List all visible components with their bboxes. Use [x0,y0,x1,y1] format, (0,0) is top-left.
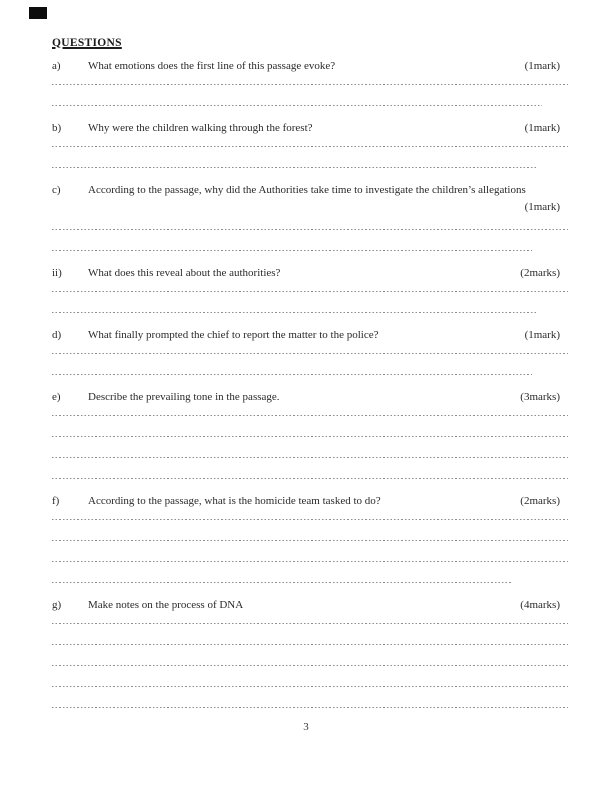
question-letter: f) [52,495,60,507]
question-block [52,267,568,313]
answer-line [52,280,568,292]
answer-line [52,612,568,624]
question-letter: d) [52,329,62,341]
question-text: What does this reveal about the authorities? [88,267,281,279]
question-row [52,122,568,135]
answer-line [52,666,568,687]
answer-line [52,404,568,416]
question-row [52,391,568,404]
answer-line [52,147,537,168]
answer-line [52,416,568,437]
corner-scan-mark [29,7,47,19]
question-text: Why were the children walking through the forest? [88,122,313,134]
question-text: According to the passage, why did the Authorities take time to investigate the children’s allegations [88,184,526,196]
answer-line [52,520,568,541]
question-letter: g) [52,599,62,611]
question-marks: (2marks) [520,495,560,507]
question-marks: (4marks) [520,599,560,611]
answer-line [52,645,568,666]
answer-line [52,230,532,251]
answer-lines [52,218,568,251]
question-marks: (1mark) [524,122,560,134]
answer-line [52,687,568,708]
answer-lines [52,404,568,479]
question-letter: e) [52,391,61,403]
question-marks: (1mark) [524,329,560,341]
answer-line [52,73,568,85]
question-block [52,60,568,106]
question-block [52,599,568,708]
answer-line [52,508,568,520]
question-list [52,60,568,708]
question-row [52,495,568,508]
question-block [52,495,568,583]
answer-lines [52,342,568,375]
page-number: 3 [303,721,309,733]
answer-line [52,135,568,147]
answer-lines [52,73,568,106]
question-block [52,329,568,375]
question-block [52,122,568,168]
question-letter: b) [52,122,62,134]
question-marks: (3marks) [520,391,560,403]
question-letter: c) [52,184,61,196]
question-text: What emotions does the first line of this passage evoke? [88,60,336,72]
answer-line [52,458,568,479]
question-row [52,184,568,197]
answer-line [52,292,537,313]
answer-line [52,541,568,562]
question-text: Describe the prevailing tone in the passage. [88,391,280,403]
question-block [52,184,568,251]
question-row [52,60,568,73]
answer-lines [52,135,568,168]
answer-lines [52,612,568,708]
answer-line [52,354,532,375]
answer-line [52,342,568,354]
question-marks: (1mark) [524,60,560,72]
answer-line [52,562,511,583]
question-text: According to the passage, what is the homicide team tasked to do? [88,495,381,507]
question-row [52,599,568,612]
answer-line [52,624,568,645]
answer-lines [52,280,568,313]
answer-line [52,218,568,230]
question-marks: (2marks) [520,267,560,279]
question-text: Make notes on the process of DNA [88,599,244,611]
question-row [52,329,568,342]
question-row [52,267,568,280]
question-marks: (1mark) [524,201,560,213]
question-letter: a) [52,60,61,72]
answer-line [52,85,542,106]
answer-lines [52,508,568,583]
question-text: What finally prompted the chief to report the matter to the police? [88,329,379,341]
answer-line [52,437,568,458]
page-title: QUESTIONS [52,37,122,49]
question-letter: ii) [52,267,62,279]
question-block [52,391,568,479]
